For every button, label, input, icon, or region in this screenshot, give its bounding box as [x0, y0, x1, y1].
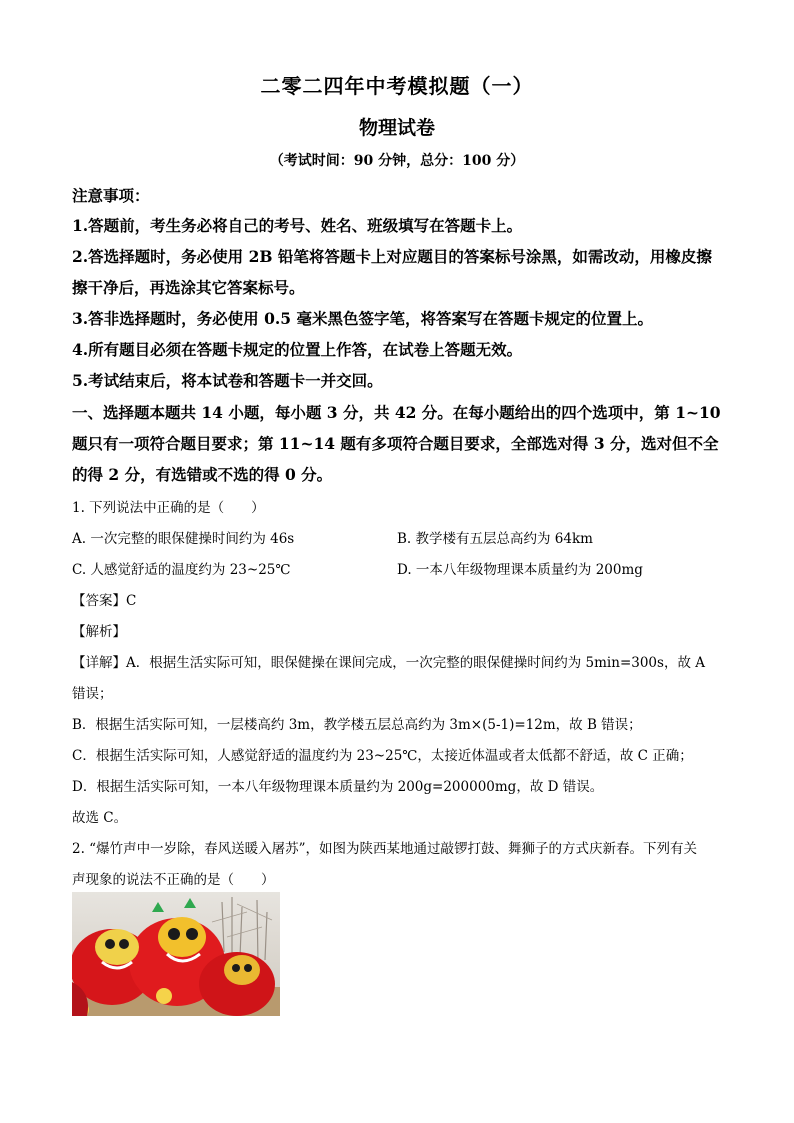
question-1-option-b: B. 教学楼有五层总高约为 64km — [397, 531, 593, 547]
question-1-analysis-label: 【解析】 — [72, 624, 126, 640]
note-item-3: 3.答非选择题时，务必使用 0.5 毫米黑色签字笔，将答案写在答题卡规定的位置上。 — [72, 309, 653, 328]
section-1-instructions-line-1: 一、选择题本题共 14 小题，每小题 3 分，共 42 分。在每小题给出的四个选项中，第 1~10 — [72, 403, 721, 422]
lion-dance-illustration — [72, 892, 280, 1016]
exam-info: （考试时间：90 分钟，总分：100 分） — [269, 153, 525, 169]
question-1-conclusion: 故选 C。 — [72, 810, 128, 826]
question-1-detail-line-1: 【详解】A．根据生活实际可知，眼保健操在课间完成，一次完整的眼保健操时间约为 5min=300s，故 A — [72, 655, 705, 671]
subject-title: 物理试卷 — [358, 117, 435, 139]
question-1-detail-d: D．根据生活实际可知，一本八年级物理课本质量约为 200g=200000mg，故 D 错误。 — [72, 779, 604, 795]
note-item-5: 5.考试结束后，将本试卷和答题卡一并交回。 — [72, 371, 383, 390]
question-1-option-a: A. 一次完整的眼保健操时间约为 46s — [72, 531, 295, 547]
question-1-detail-c: C．根据生活实际可知，人感觉舒适的温度约为 23~25℃，太接近体温或者太低都不舒适，故 C 正确； — [72, 748, 693, 764]
note-item-1: 1.答题前，考生务必将自己的考号、姓名、班级填写在答题卡上。 — [72, 216, 523, 235]
question-2-stem-line-2: 声现象的说法不正确的是（ ） — [72, 872, 275, 888]
question-1-answer: 【答案】C — [72, 593, 137, 609]
question-1-option-d: D. 一本八年级物理课本质量约为 200mg — [397, 562, 643, 578]
question-2-stem-line-1: 2. “爆竹声中一岁除，春风送暖入屠苏”，如图为陕西某地通过敲锣打鼓、舞狮子的方式庆新春。下列有关 — [72, 841, 697, 857]
question-1-option-c: C. 人感觉舒适的温度约为 23~25℃ — [72, 562, 291, 578]
notes-heading: 注意事项： — [72, 186, 150, 205]
note-item-4: 4.所有题目必须在答题卡规定的位置上作答，在试卷上答题无效。 — [72, 340, 523, 359]
section-1-instructions-line-3: 的得 2 分，有选错或不选的得 0 分。 — [72, 465, 333, 484]
question-1-detail-b: B．根据生活实际可知，一层楼高约 3m，教学楼五层总高约为 3m×(5-1)=12m，故 B 错误； — [72, 717, 642, 733]
note-item-2-line-2: 擦干净后，再选涂其它答案标号。 — [72, 278, 305, 297]
page-title: 二零二四年中考模拟题（一） — [260, 74, 534, 98]
question-1-stem: 1. 下列说法中正确的是（ ） — [72, 500, 265, 516]
lion-dance-photo — [72, 892, 280, 1016]
section-1-instructions-line-2: 题只有一项符合题目要求；第 11~14 题有多项符合题目要求，全部选对得 3 分，选对但不全 — [72, 434, 719, 453]
question-1-detail-line-2: 错误； — [72, 686, 113, 702]
note-item-2-line-1: 2.答选择题时，务必使用 2B 铅笔将答题卡上对应题目的答案标号涂黑，如需改动，用橡皮擦 — [72, 247, 712, 266]
